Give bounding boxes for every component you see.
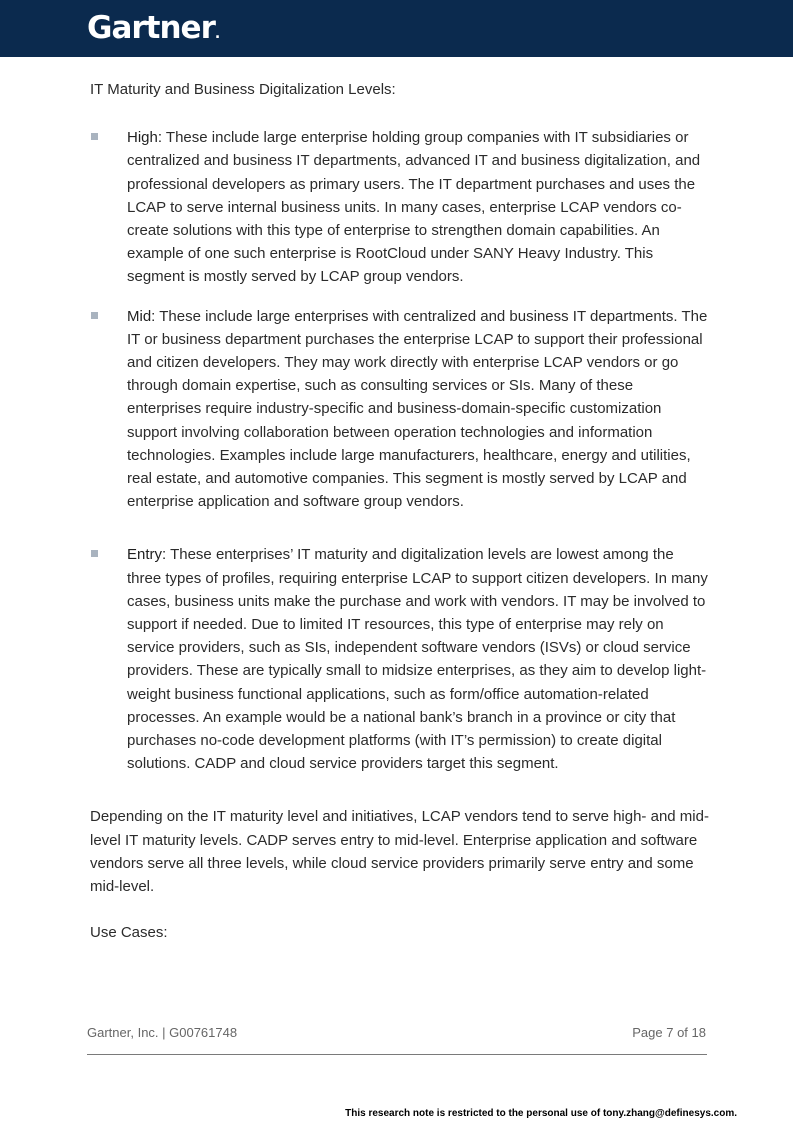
gartner-logo bbox=[87, 8, 220, 54]
restriction-notice: This research note is restricted to the personal use of tony.zhang@definesys.com. bbox=[345, 1108, 737, 1119]
footer-doc-id: Gartner, Inc. | G00761748 bbox=[87, 1025, 238, 1040]
description-entry: These enterprises’ IT maturity and digitalization levels are lowest among the three types of profiles, requiring enterprise LCAP to support citizen developers. In many cases, business units make the purchase and work with vendors. IT may be involved to support if needed. Due to limited IT resources, this type of enterprise may rely on service providers, such as SIs, independent software vendors (ISVs) or cloud service providers. These are typically small to midsize enterprises, as they aim to develop light-weight business functional applications, such as form/office automation-related processes. An example would be a national bank’s branch in a province or city that purchases no-code development platforms (with IT’s permission) to create digital solutions. CADP and cloud service providers target this segment. bbox=[127, 546, 708, 773]
square-bullet-icon bbox=[91, 550, 98, 557]
logo-dot: . bbox=[214, 26, 221, 42]
footer-page-number: Page 7 of 18 bbox=[632, 1025, 706, 1040]
document-body bbox=[90, 78, 710, 945]
list-item-entry bbox=[90, 543, 710, 775]
term-high: High: bbox=[127, 129, 163, 147]
list-item-high bbox=[90, 126, 710, 288]
description-high: These include large enterprise holding group companies with IT subsidiaries or centralized and business IT departments, advanced IT and business digitalization, and professional developers as primary users. The IT department purchases and uses the LCAP to serve internal business units. In many cases, enterprise LCAP vendors co-create solutions with this type of enterprise to strengthen domain capabilities. An example of one such enterprise is RootCloud under SANY Heavy Industry. This segment is mostly served by LCAP group vendors. bbox=[127, 129, 701, 286]
maturity-levels-list bbox=[90, 126, 710, 775]
term-mid: Mid: bbox=[127, 307, 156, 325]
summary-paragraph: Depending on the IT maturity level and initiatives, LCAP vendors tend to serve high- and mid-level IT maturity levels. CADP serves entry to mid-level. Enterprise application and software vendors serve all three levels, while cloud service providers primarily serve entry and some mid-level. bbox=[90, 808, 709, 896]
list-item-mid bbox=[90, 305, 710, 514]
square-bullet-icon bbox=[91, 133, 98, 140]
page-header bbox=[0, 0, 793, 57]
section-title: IT Maturity and Business Digitalization Levels: bbox=[90, 81, 396, 98]
square-bullet-icon bbox=[91, 312, 98, 319]
term-entry: Entry: bbox=[127, 546, 167, 564]
footer-divider bbox=[87, 1054, 707, 1055]
logo-text: Gartner bbox=[87, 10, 215, 46]
use-cases-heading: Use Cases: bbox=[90, 924, 168, 942]
description-mid: These include large enterprises with centralized and business IT departments. The IT or business department purchases the enterprise LCAP to support their professional and citizen developers. They may work directly with enterprise LCAP vendors or go through domain expertise, such as consulting services or SIs. Many of these enterprises require industry-specific and business-domain-specific customization support involving collaboration between operation technologies and information technologies. Examples include large manufacturers, healthcare, energy and utilities, real estate, and automotive companies. This segment is mostly served by LCAP and enterprise application and software group vendors. bbox=[127, 307, 708, 511]
